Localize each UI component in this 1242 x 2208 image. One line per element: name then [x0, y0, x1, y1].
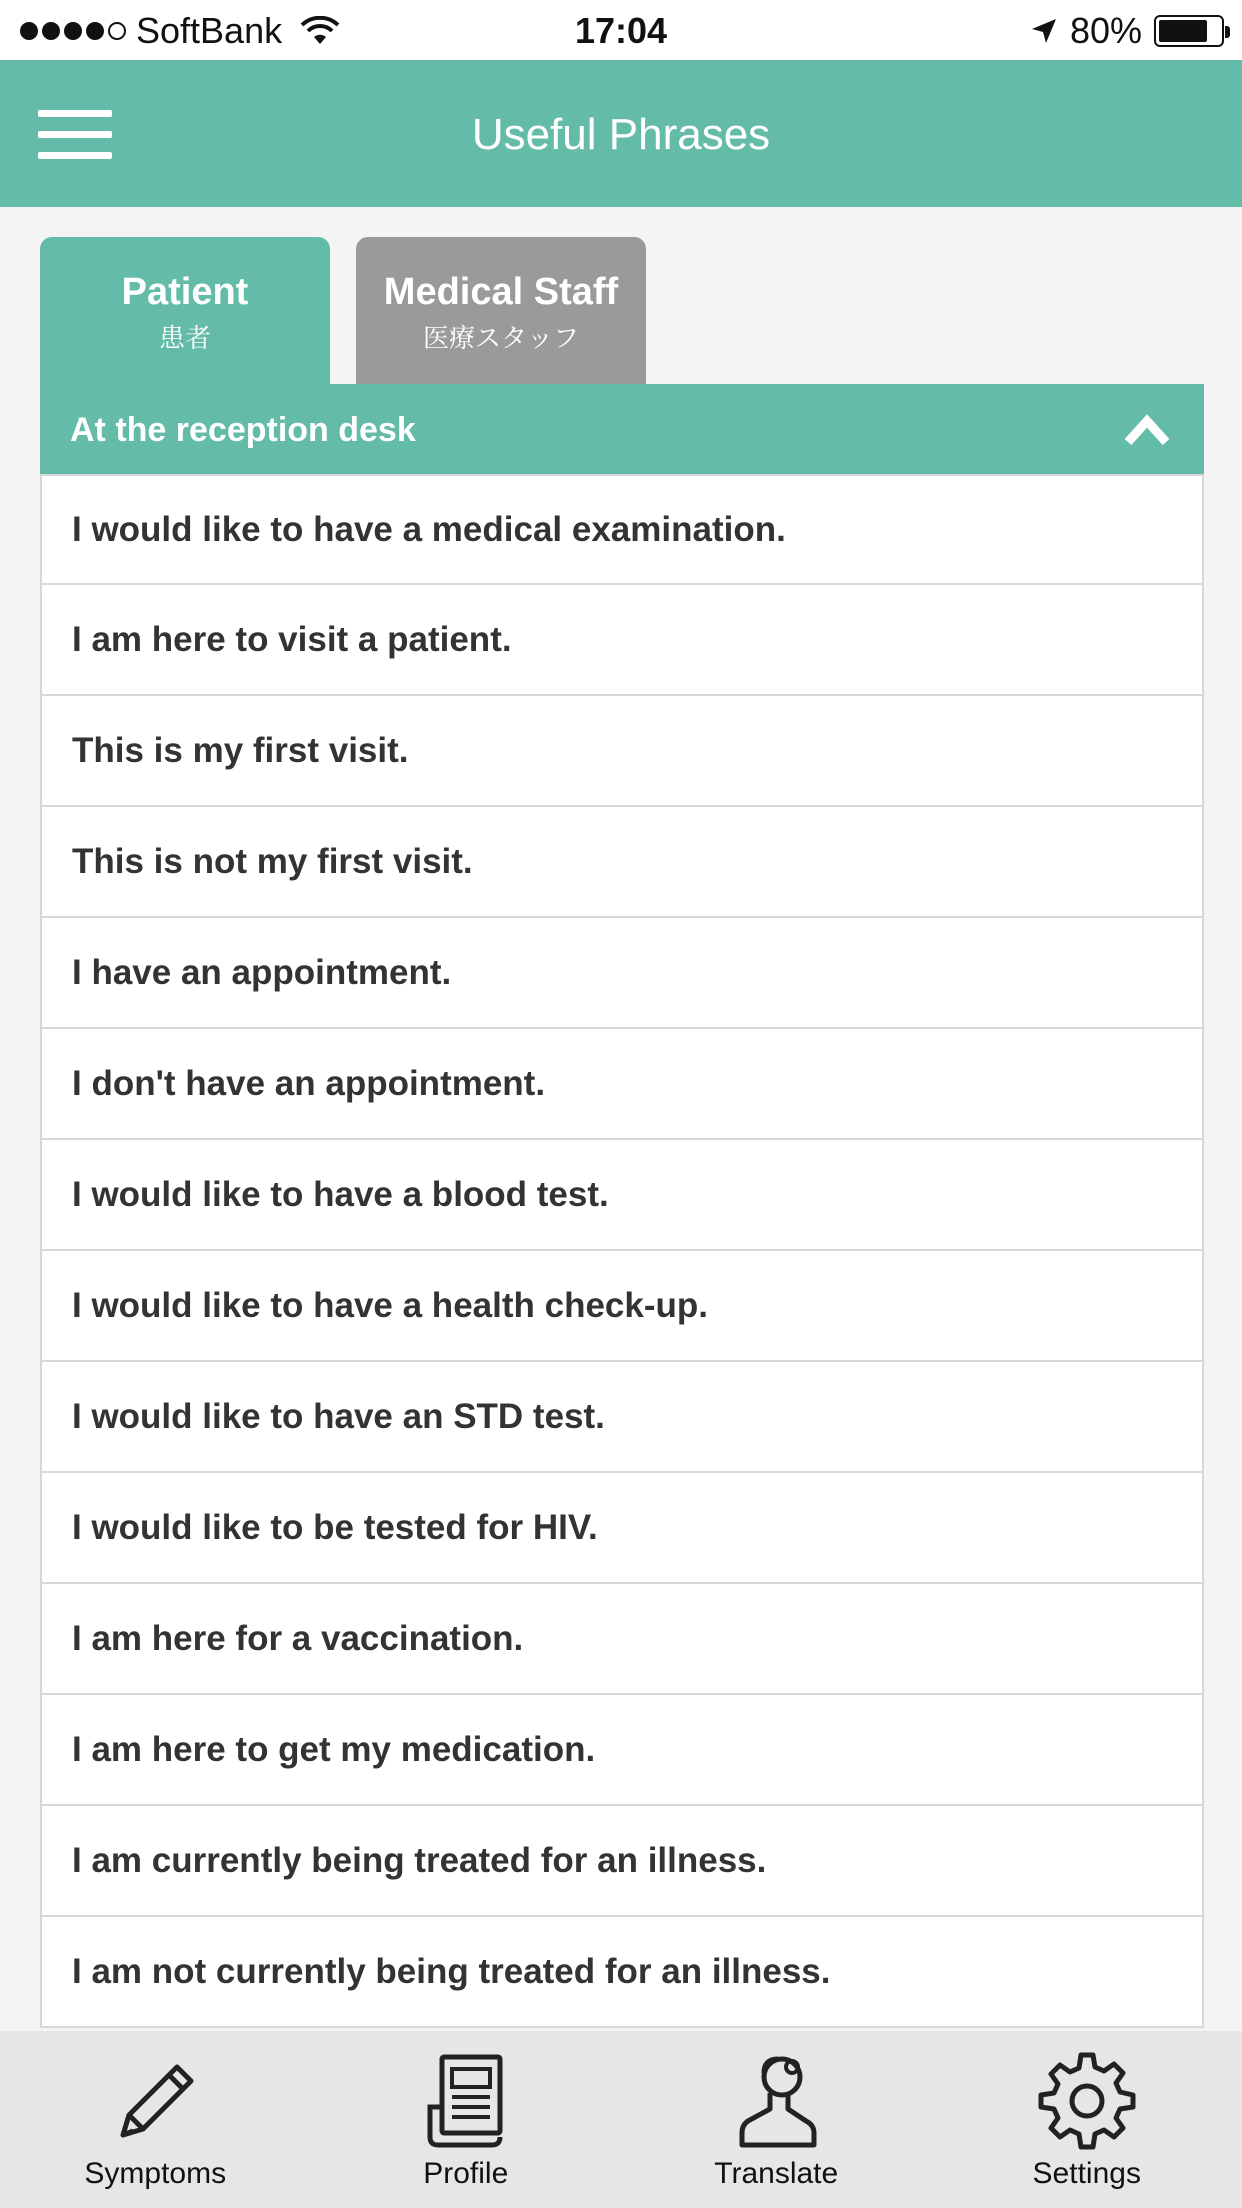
doctor-icon: [726, 2051, 826, 2151]
section-title: At the reception desk: [70, 411, 416, 449]
phrase-item[interactable]: I have an appointment.: [40, 918, 1204, 1029]
bottom-tab-bar: [0, 2031, 1242, 2208]
tabbar-profile-label: Profile: [423, 2157, 509, 2190]
tab-patient[interactable]: [40, 237, 330, 384]
document-icon: [416, 2051, 516, 2151]
phrase-item[interactable]: I don't have an appointment.: [40, 1029, 1204, 1140]
phrase-list: [40, 474, 1204, 2028]
phrase-item[interactable]: I am here to visit a patient.: [40, 585, 1204, 696]
role-tabs: [40, 237, 646, 384]
section-header-reception[interactable]: [40, 384, 1204, 474]
status-right: [1030, 10, 1224, 52]
tabbar-symptoms-label: Symptoms: [84, 2157, 227, 2190]
phrase-item[interactable]: I am currently being treated for an illness.: [40, 1806, 1204, 1917]
phrase-item[interactable]: This is not my first visit.: [40, 807, 1204, 918]
phrase-item[interactable]: I would like to have a medical examination.: [40, 474, 1204, 585]
chevron-up-icon: [1124, 412, 1170, 446]
phrase-item[interactable]: I would like to be tested for HIV.: [40, 1473, 1204, 1584]
battery-percent: 80%: [1069, 10, 1142, 51]
phrase-item[interactable]: I am not currently being treated for an illness.: [40, 1917, 1204, 2028]
tabbar-settings[interactable]: [932, 2031, 1242, 2208]
page-title: Useful Phrases: [471, 110, 771, 159]
phrase-item[interactable]: This is my first visit.: [40, 696, 1204, 807]
status-time: 17:04: [574, 10, 668, 51]
location-arrow-icon: [1030, 17, 1058, 45]
app-header: [0, 60, 1242, 207]
tabbar-translate-label: Translate: [714, 2157, 839, 2190]
pencil-icon: [105, 2051, 205, 2151]
phrase-item[interactable]: I am here to get my medication.: [40, 1695, 1204, 1806]
tab-patient-label-ja: 患者: [158, 323, 211, 353]
tab-patient-label: Patient: [121, 271, 249, 313]
status-bar: [0, 0, 1242, 60]
tabbar-symptoms[interactable]: [0, 2031, 311, 2208]
tab-medical-staff-label: Medical Staff: [383, 271, 619, 313]
phrase-item[interactable]: I am here for a vaccination.: [40, 1584, 1204, 1695]
tabbar-translate[interactable]: [621, 2031, 932, 2208]
gear-icon: [1037, 2051, 1137, 2151]
tabbar-profile[interactable]: [311, 2031, 622, 2208]
phrase-item[interactable]: I would like to have an STD test.: [40, 1362, 1204, 1473]
tab-medical-staff[interactable]: [356, 237, 646, 384]
carrier-name: SoftBank: [136, 10, 283, 51]
tab-medical-staff-label-ja: 医療スタッフ: [422, 323, 579, 353]
phrase-item[interactable]: I would like to have a blood test.: [40, 1140, 1204, 1251]
tabbar-settings-label: Settings: [1032, 2157, 1141, 2190]
battery-fill: [1159, 20, 1207, 42]
battery-icon: [1154, 15, 1224, 47]
phrase-item[interactable]: I would like to have a health check-up.: [40, 1251, 1204, 1362]
